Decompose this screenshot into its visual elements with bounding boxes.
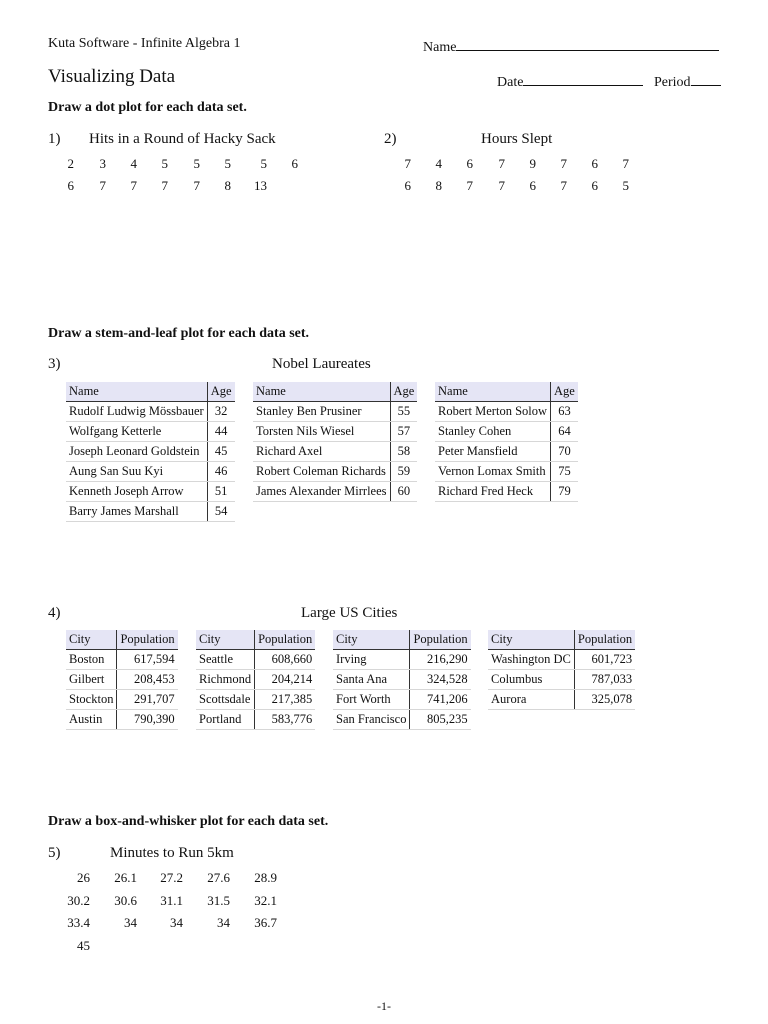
q4-table-3 bbox=[333, 630, 471, 730]
q4-cell: Irving bbox=[333, 650, 410, 670]
q1-value: 5 bbox=[193, 156, 200, 171]
table-row bbox=[66, 502, 235, 522]
q5-value: 30.2 bbox=[67, 892, 90, 908]
q3-header: Name bbox=[253, 382, 390, 402]
q4-value-cell: 216,290 bbox=[410, 650, 471, 670]
table-row bbox=[66, 650, 178, 670]
table-row bbox=[435, 442, 578, 462]
q3-table-3 bbox=[435, 382, 578, 502]
q3-value-cell: 44 bbox=[207, 422, 234, 442]
q3-value-cell: 57 bbox=[390, 422, 417, 442]
q1-value: 6 bbox=[67, 178, 74, 193]
box-whisker-instructions: Draw a box-and-whisker plot for each data set. bbox=[48, 814, 329, 829]
table-row bbox=[66, 462, 235, 482]
q2-value: 7 bbox=[404, 156, 411, 171]
q4-value-cell: 608,660 bbox=[255, 650, 316, 670]
q4-cell: Fort Worth bbox=[333, 690, 410, 710]
q3-cell: Vernon Lomax Smith bbox=[435, 462, 551, 482]
q4-cell: Columbus bbox=[488, 670, 574, 690]
q3-cell: Kenneth Joseph Arrow bbox=[66, 482, 207, 502]
q5-value: 45 bbox=[77, 937, 90, 953]
q3-header: Name bbox=[66, 382, 207, 402]
q3-value-cell: 79 bbox=[551, 482, 578, 502]
q3-number: 3) bbox=[48, 356, 61, 372]
q3-value-cell: 75 bbox=[551, 462, 578, 482]
q4-title: Large US Cities bbox=[301, 605, 398, 621]
publisher-text: Kuta Software - Infinite Algebra 1 bbox=[48, 36, 241, 51]
q3-value-cell: 51 bbox=[207, 482, 234, 502]
dot-plot-instructions: Draw a dot plot for each data set. bbox=[48, 100, 247, 115]
q1-number: 1) bbox=[48, 131, 61, 147]
q2-value: 4 bbox=[435, 156, 442, 171]
q1-value: 7 bbox=[193, 178, 200, 193]
q4-value-cell: 805,235 bbox=[410, 710, 471, 730]
q2-value: 7 bbox=[498, 178, 505, 193]
q4-value-cell: 217,385 bbox=[255, 690, 316, 710]
q4-table-2 bbox=[196, 630, 315, 730]
table-row bbox=[196, 710, 315, 730]
q1-value: 7 bbox=[130, 178, 137, 193]
q1-value: 13 bbox=[254, 178, 267, 193]
q4-cell: Gilbert bbox=[66, 670, 117, 690]
name-label: Name bbox=[423, 40, 457, 55]
q5-value: 27.6 bbox=[207, 870, 230, 885]
q4-value-cell: 601,723 bbox=[574, 650, 635, 670]
table-row bbox=[66, 422, 235, 442]
page-number: -1- bbox=[377, 999, 391, 1013]
q3-value-cell: 46 bbox=[207, 462, 234, 482]
q2-value: 9 bbox=[529, 156, 536, 171]
q1-value: 5 bbox=[260, 156, 267, 171]
q4-header: Population bbox=[410, 630, 471, 650]
q5-value: 26 bbox=[77, 870, 90, 885]
q1-value: 5 bbox=[161, 156, 168, 171]
q3-cell: Stanley Ben Prusiner bbox=[253, 402, 390, 422]
q2-value: 6 bbox=[591, 156, 598, 171]
q2-data-row-1 bbox=[0, 156, 768, 176]
q4-header: Population bbox=[255, 630, 316, 650]
period-label: Period bbox=[654, 75, 691, 90]
table-row bbox=[253, 402, 417, 422]
q5-value: 28.9 bbox=[254, 870, 277, 885]
q1-value: 3 bbox=[99, 156, 106, 171]
table-row bbox=[333, 690, 471, 710]
q5-value: 32.1 bbox=[254, 892, 277, 908]
q3-header: Age bbox=[390, 382, 417, 402]
q4-value-cell: 790,390 bbox=[117, 710, 178, 730]
table-row bbox=[253, 482, 417, 502]
q2-value: 6 bbox=[591, 178, 598, 193]
q3-value-cell: 55 bbox=[390, 402, 417, 422]
table-row bbox=[196, 690, 315, 710]
q4-value-cell: 325,078 bbox=[574, 690, 635, 710]
q3-cell: Joseph Leonard Goldstein bbox=[66, 442, 207, 462]
table-row bbox=[66, 670, 178, 690]
q5-value: 36.7 bbox=[254, 915, 277, 930]
q2-number: 2) bbox=[384, 131, 397, 147]
table-row bbox=[435, 422, 578, 442]
q1-value: 5 bbox=[224, 156, 231, 171]
q3-value-cell: 63 bbox=[551, 402, 578, 422]
q1-value: 7 bbox=[161, 178, 168, 193]
q3-value-cell: 45 bbox=[207, 442, 234, 462]
q3-header: Age bbox=[207, 382, 234, 402]
table-row bbox=[196, 670, 315, 690]
q4-value-cell: 204,214 bbox=[255, 670, 316, 690]
q3-cell: James Alexander Mirrlees bbox=[253, 482, 390, 502]
q3-title: Nobel Laureates bbox=[272, 356, 371, 372]
worksheet-title: Visualizing Data bbox=[48, 66, 176, 87]
table-row bbox=[66, 402, 235, 422]
q5-title: Minutes to Run 5km bbox=[110, 845, 234, 861]
table-row bbox=[66, 710, 178, 730]
q2-value: 5 bbox=[622, 178, 629, 193]
q2-value: 7 bbox=[466, 178, 473, 193]
q3-header: Age bbox=[551, 382, 578, 402]
q5-value: 31.5 bbox=[207, 892, 230, 908]
q4-value-cell: 583,776 bbox=[255, 710, 316, 730]
q4-value-cell: 787,033 bbox=[574, 670, 635, 690]
table-row bbox=[253, 422, 417, 442]
q4-value-cell: 324,528 bbox=[410, 670, 471, 690]
q3-cell: Robert Merton Solow bbox=[435, 402, 551, 422]
q3-cell: Richard Axel bbox=[253, 442, 390, 462]
q4-header: City bbox=[196, 630, 255, 650]
q3-cell: Barry James Marshall bbox=[66, 502, 207, 522]
q1-title: Hits in a Round of Hacky Sack bbox=[89, 131, 276, 147]
table-row bbox=[66, 442, 235, 462]
q5-value: 33.4 bbox=[67, 915, 90, 930]
table-row bbox=[488, 650, 635, 670]
q5-number: 5) bbox=[48, 845, 61, 861]
q4-value-cell: 741,206 bbox=[410, 690, 471, 710]
q5-value: 34 bbox=[217, 915, 230, 930]
q4-header: City bbox=[66, 630, 117, 650]
q3-header: Name bbox=[435, 382, 551, 402]
table-row bbox=[333, 670, 471, 690]
q3-cell: Richard Fred Heck bbox=[435, 482, 551, 502]
q5-value: 27.2 bbox=[160, 870, 183, 885]
table-row bbox=[333, 710, 471, 730]
table-row bbox=[435, 482, 578, 502]
table-row bbox=[333, 650, 471, 670]
q5-value: 26.1 bbox=[114, 870, 137, 885]
q3-cell: Torsten Nils Wiesel bbox=[253, 422, 390, 442]
q1-value: 7 bbox=[99, 178, 106, 193]
q2-value: 8 bbox=[435, 178, 442, 193]
q4-cell: Aurora bbox=[488, 690, 574, 710]
q3-cell: Peter Mansfield bbox=[435, 442, 551, 462]
table-row bbox=[435, 402, 578, 422]
q3-cell: Aung San Suu Kyi bbox=[66, 462, 207, 482]
q4-cell: Boston bbox=[66, 650, 117, 670]
q5-value: 34 bbox=[170, 915, 183, 930]
q3-table-2 bbox=[253, 382, 417, 502]
q4-cell: Washington DC bbox=[488, 650, 574, 670]
table-row bbox=[435, 462, 578, 482]
q4-header: City bbox=[333, 630, 410, 650]
q2-value: 7 bbox=[622, 156, 629, 171]
q4-cell: Austin bbox=[66, 710, 117, 730]
q2-value: 6 bbox=[404, 178, 411, 193]
q3-cell: Rudolf Ludwig Mössbauer bbox=[66, 402, 207, 422]
q2-data-row-2 bbox=[0, 178, 768, 198]
q2-value: 7 bbox=[498, 156, 505, 171]
q4-header: Population bbox=[117, 630, 178, 650]
q4-cell: Richmond bbox=[196, 670, 255, 690]
q4-cell: Santa Ana bbox=[333, 670, 410, 690]
q3-cell: Stanley Cohen bbox=[435, 422, 551, 442]
date-field[interactable] bbox=[497, 71, 643, 91]
name-field[interactable] bbox=[423, 36, 719, 56]
q3-value-cell: 64 bbox=[551, 422, 578, 442]
q2-value: 6 bbox=[466, 156, 473, 171]
q3-value-cell: 70 bbox=[551, 442, 578, 462]
q5-value: 34 bbox=[124, 915, 137, 930]
q1-value: 4 bbox=[130, 156, 137, 171]
q3-value-cell: 60 bbox=[390, 482, 417, 502]
q3-value-cell: 58 bbox=[390, 442, 417, 462]
q5-value: 31.1 bbox=[160, 892, 183, 908]
q5-value: 30.6 bbox=[114, 892, 137, 908]
q4-header: Population bbox=[574, 630, 635, 650]
q3-value-cell: 54 bbox=[207, 502, 234, 522]
table-row bbox=[488, 670, 635, 690]
q4-cell: Stockton bbox=[66, 690, 117, 710]
q3-cell: Wolfgang Ketterle bbox=[66, 422, 207, 442]
q4-table-1 bbox=[66, 630, 178, 730]
stem-leaf-instructions: Draw a stem-and-leaf plot for each data set. bbox=[48, 326, 310, 341]
q3-value-cell: 59 bbox=[390, 462, 417, 482]
table-row bbox=[196, 650, 315, 670]
q4-cell: San Francisco bbox=[333, 710, 410, 730]
q3-table-1 bbox=[66, 382, 235, 522]
q2-value: 6 bbox=[529, 178, 536, 193]
q1-value: 8 bbox=[224, 178, 231, 193]
q4-value-cell: 617,594 bbox=[117, 650, 178, 670]
q4-value-cell: 208,453 bbox=[117, 670, 178, 690]
q2-title: Hours Slept bbox=[481, 131, 553, 147]
q1-value: 2 bbox=[67, 156, 74, 171]
date-label: Date bbox=[497, 75, 524, 90]
table-row bbox=[253, 442, 417, 462]
table-row bbox=[488, 690, 635, 710]
q4-number: 4) bbox=[48, 605, 61, 621]
q4-value-cell: 291,707 bbox=[117, 690, 178, 710]
q2-value: 7 bbox=[560, 178, 567, 193]
q3-cell: Robert Coleman Richards bbox=[253, 462, 390, 482]
q4-header: City bbox=[488, 630, 574, 650]
q2-value: 7 bbox=[560, 156, 567, 171]
period-field[interactable] bbox=[654, 71, 721, 91]
q4-cell: Seattle bbox=[196, 650, 255, 670]
table-row bbox=[66, 482, 235, 502]
q1-value: 6 bbox=[291, 156, 298, 171]
q5-data-grid bbox=[0, 870, 768, 960]
q4-cell: Portland bbox=[196, 710, 255, 730]
table-row bbox=[66, 690, 178, 710]
table-row bbox=[253, 462, 417, 482]
q3-value-cell: 32 bbox=[207, 402, 234, 422]
q4-cell: Scottsdale bbox=[196, 690, 255, 710]
q4-table-4 bbox=[488, 630, 635, 710]
